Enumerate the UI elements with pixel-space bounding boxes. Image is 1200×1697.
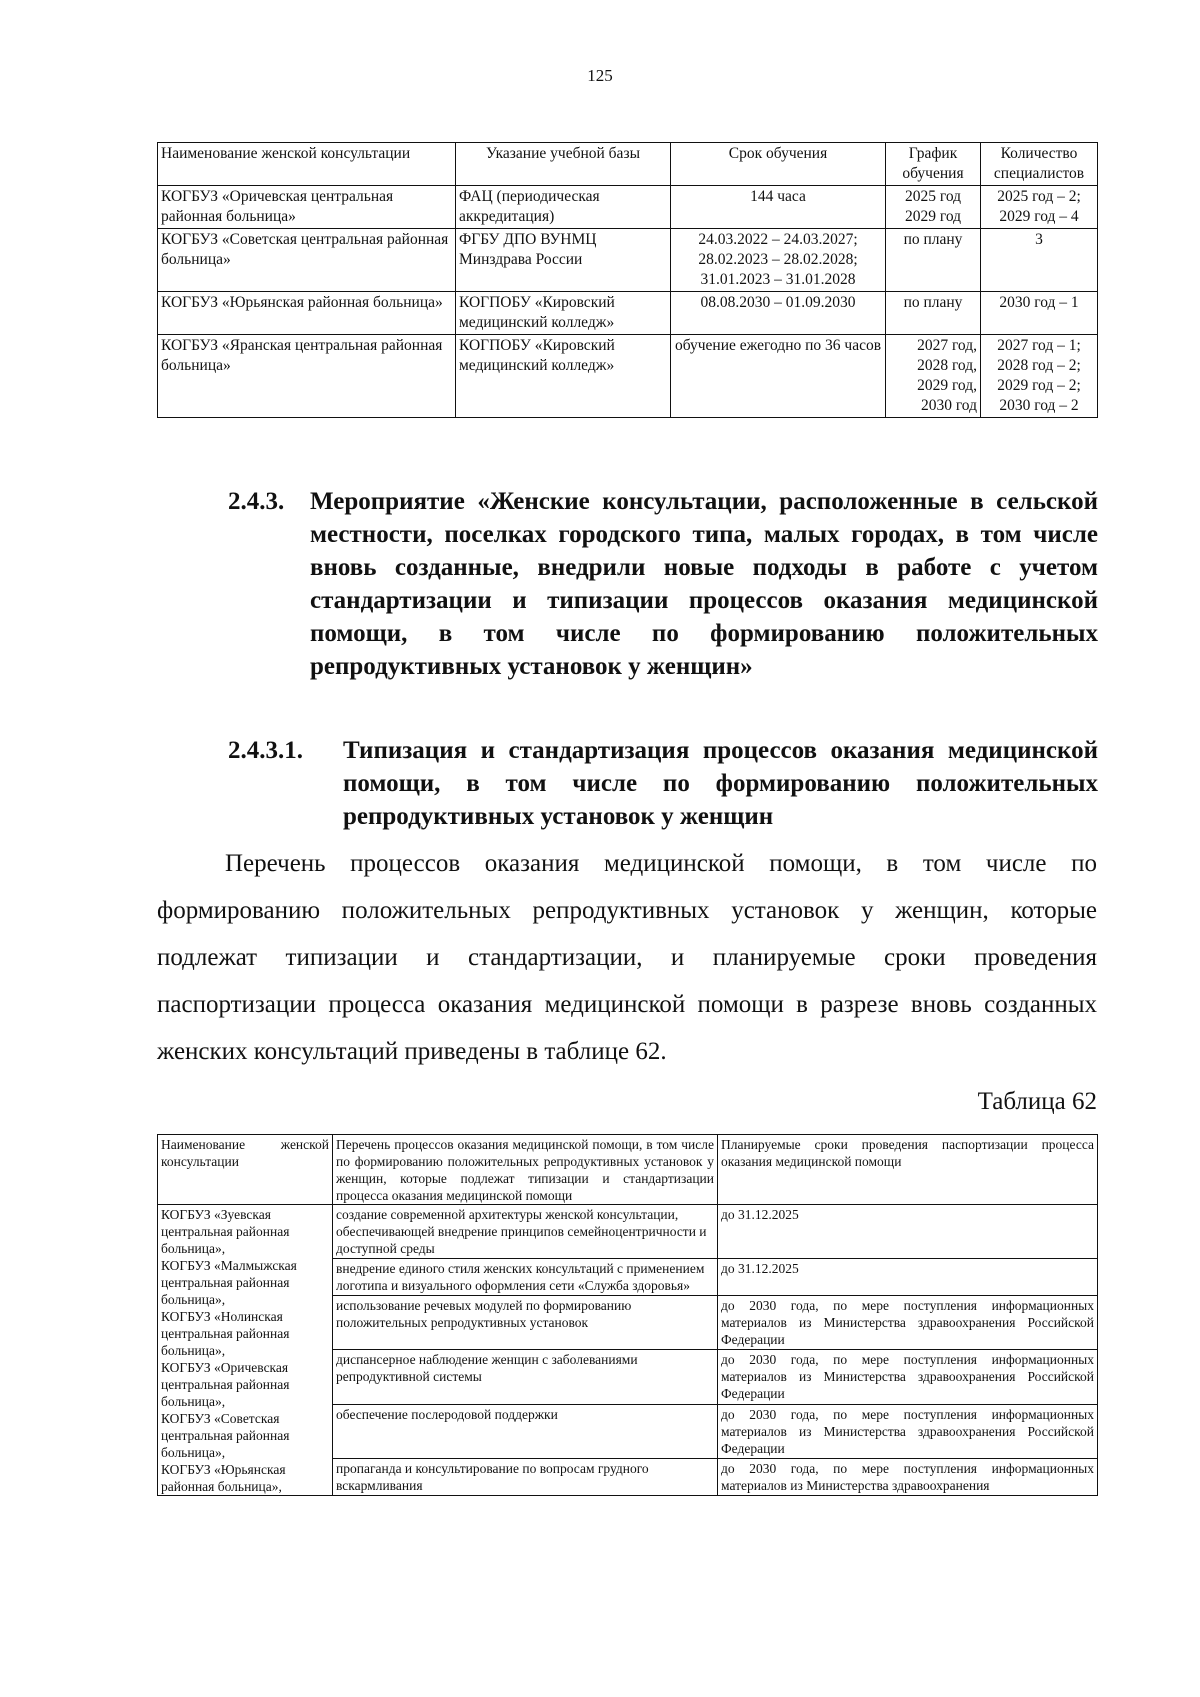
page-number: 125 [587, 66, 613, 85]
cell-term: 24.03.2022 – 24.03.2027; 28.02.2023 – 28.02.2028; 31.01.2023 – 31.01.2028 [671, 229, 886, 292]
cell-count: 3 [981, 229, 1098, 292]
cell-base: ФАЦ (периодическая аккредитация) [456, 186, 671, 229]
cell-base: КОГПОБУ «Кировский медицинский колледж» [456, 292, 671, 335]
header-consultation: Наименование женской консультации [158, 1135, 333, 1205]
cell-schedule: по плану [886, 229, 981, 292]
cell-deadline: до 2030 года, по мере поступления информационных материалов из Министерства здравоохранения Российской Федерации [718, 1350, 1098, 1404]
cell-deadline: до 31.12.2025 [718, 1205, 1098, 1259]
section-number: 2.4.3. [228, 488, 285, 515]
table-caption: Таблица 62 [977, 1088, 1097, 1115]
cell-schedule: 2027 год, 2028 год, 2029 год, 2030 год [886, 335, 981, 418]
table-row [158, 1205, 1098, 1259]
cell-process: внедрение единого стиля женских консультаций с применением логотипа и визуального оформления сети «Служба здоровья» [333, 1259, 718, 1296]
cell-deadline: до 2030 года, по мере поступления информационных материалов из Министерства здравоохранения Российской Федерации [718, 1404, 1098, 1458]
table-header-row [158, 1135, 1098, 1205]
section-number: 2.4.3.1. [228, 737, 303, 764]
cell-name: КОГБУЗ «Оричевская центральная районная больница» [158, 186, 456, 229]
table-62 [157, 1134, 1098, 1496]
cell-name: КОГБУЗ «Юрьянская районная больница» [158, 292, 456, 335]
cell-count: 2027 год – 1; 2028 год – 2; 2029 год – 2; 2030 год – 2 [981, 335, 1098, 418]
header-processes: Перечень процессов оказания медицинской помощи, в том числе по формированию положительных репродуктивных установок у женщин, которые подлежат типизации и стандартизации процесса оказания медицинской помощи [333, 1135, 718, 1205]
cell-name: КОГБУЗ «Советская центральная районная больница» [158, 229, 456, 292]
training-table [157, 142, 1098, 418]
cell-process: использование речевых модулей по формированию положительных репродуктивных установок [333, 1296, 718, 1350]
section-title: Типизация и стандартизация процессов оказания медицинской помощи, в том числе по формированию положительных репродуктивных установок у женщин [343, 737, 1098, 830]
table-row [158, 229, 1098, 292]
consultation-name: КОГБУЗ «Юрьянская районная больница», [161, 1462, 286, 1494]
cell-term: 144 часа [671, 186, 886, 229]
header-base: Указание учебной базы [456, 143, 671, 186]
table-row [158, 335, 1098, 418]
cell-schedule: по плану [886, 292, 981, 335]
cell-process: диспансерное наблюдение женщин с заболеваниями репродуктивной системы [333, 1350, 718, 1404]
table-row [158, 292, 1098, 335]
cell-term: 08.08.2030 – 01.09.2030 [671, 292, 886, 335]
consultation-name: КОГБУЗ «Советская центральная районная больница», [161, 1411, 290, 1460]
cell-process: создание современной архитектуры женской консультации, обеспечивающей внедрение принципов семейноцентричности и доступной среды [333, 1205, 718, 1259]
cell-deadline: до 2030 года, по мере поступления информационных материалов из Министерства здравоохранения [718, 1459, 1098, 1496]
cell-deadline: до 2030 года, по мере поступления информационных материалов из Министерства здравоохранения Российской Федерации [718, 1296, 1098, 1350]
cell-base: ФГБУ ДПО ВУНМЦ Минздрава России [456, 229, 671, 292]
cell-base: КОГПОБУ «Кировский медицинский колледж» [456, 335, 671, 418]
cell-term: обучение ежегодно по 36 часов [671, 335, 886, 418]
cell-deadline: до 31.12.2025 [718, 1259, 1098, 1296]
section-heading-2-4-3-1 [228, 734, 1098, 833]
header-term: Срок обучения [671, 143, 886, 186]
section-heading-2-4-3 [228, 485, 1098, 683]
header-deadlines: Планируемые сроки проведения паспортизации процесса оказания медицинской помощи [718, 1135, 1098, 1205]
cell-count: 2030 год – 1 [981, 292, 1098, 335]
cell-schedule: 2025 год 2029 год [886, 186, 981, 229]
cell-count: 2025 год – 2; 2029 год – 4 [981, 186, 1098, 229]
table-row [158, 186, 1098, 229]
table-header-row [158, 143, 1098, 186]
consultation-name: КОГБУЗ «Нолинская центральная районная больница», [161, 1309, 290, 1358]
consultation-name: КОГБУЗ «Оричевская центральная районная больница», [161, 1360, 290, 1409]
consultations-cell [158, 1205, 333, 1496]
consultation-name: КОГБУЗ «Малмыжская центральная районная больница», [161, 1258, 297, 1307]
consultation-name: КОГБУЗ «Зуевская центральная районная больница», [161, 1207, 290, 1256]
header-consultation: Наименование женской консультации [158, 143, 456, 186]
cell-process: обеспечение послеродовой поддержки [333, 1404, 718, 1458]
cell-process: пропаганда и консультирование по вопросам грудного вскармливания [333, 1459, 718, 1496]
section-title: Мероприятие «Женские консультации, расположенные в сельской местности, поселках городского типа, малых городах, в том числе вновь созданные, внедрили новые подходы в работе с учетом стандартизации и типизации процессов оказания медицинской помощи, в том числе по формированию положительных репродуктивных установок у женщин» [310, 488, 1098, 680]
body-paragraph: Перечень процессов оказания медицинской помощи, в том числе по формированию положительных репродуктивных установок у женщин, которые подлежат типизации и стандартизации, и планируемые сроки проведения паспортизации процесса оказания медицинской помощи в разрезе вновь созданных женских консультаций приведены в таблице 62. [157, 850, 1097, 1065]
cell-name: КОГБУЗ «Яранская центральная районная больница» [158, 335, 456, 418]
header-schedule: График обучения [886, 143, 981, 186]
header-count: Количество специалистов [981, 143, 1098, 186]
